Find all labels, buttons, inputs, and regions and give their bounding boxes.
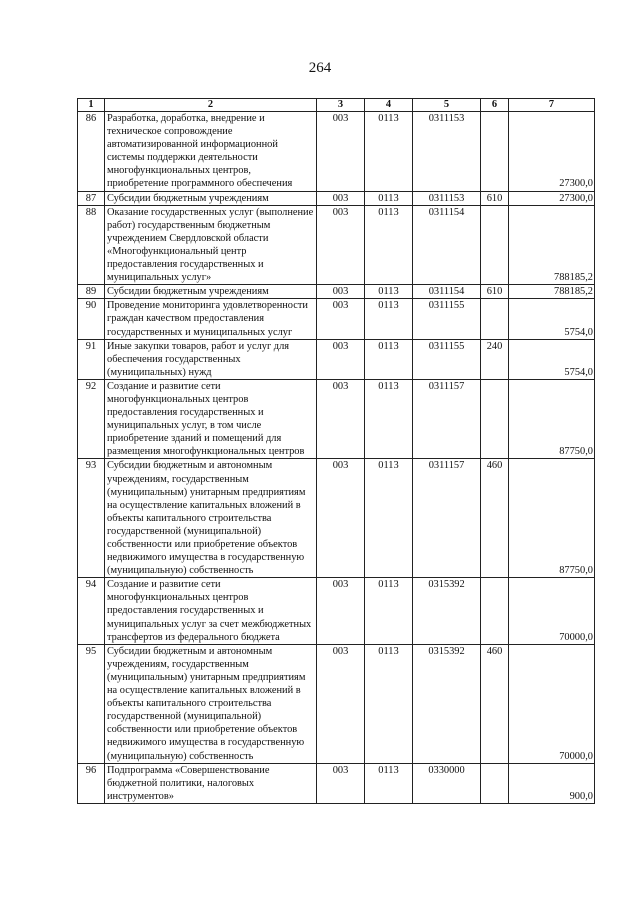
row-code-cell: 003 — [317, 205, 365, 285]
row-target-cell: 0330000 — [413, 763, 481, 803]
row-target-cell: 0311155 — [413, 339, 481, 379]
row-code-cell: 003 — [317, 379, 365, 459]
table-row — [78, 112, 595, 192]
row-target-cell: 0315392 — [413, 578, 481, 644]
row-code-cell: 003 — [317, 112, 365, 192]
header-cell: 2 — [105, 99, 317, 112]
row-code-cell: 003 — [317, 339, 365, 379]
row-number-cell: 91 — [78, 339, 105, 379]
row-amount-cell: 27300,0 — [509, 112, 595, 192]
row-name-cell: Субсидии бюджетным и автономным учреждениям, государственным (муниципальным) унитарным предприятиям на осуществление капитальных вложений в объекты капитального строительства государственной (муниципальной) собственности или приобретение объектов недвижимого имущества в государственную (муниципальную) собственность — [105, 644, 317, 763]
row-number-cell: 86 — [78, 112, 105, 192]
row-section-cell: 0113 — [365, 299, 413, 339]
header-cell: 3 — [317, 99, 365, 112]
row-number-cell: 87 — [78, 191, 105, 205]
row-amount-cell: 5754,0 — [509, 339, 595, 379]
row-section-cell: 0113 — [365, 379, 413, 459]
row-name-cell: Субсидии бюджетным учреждениям — [105, 285, 317, 299]
table-row — [78, 763, 595, 803]
row-target-cell: 0311154 — [413, 285, 481, 299]
header-cell: 6 — [481, 99, 509, 112]
header-cell: 4 — [365, 99, 413, 112]
row-code-cell: 003 — [317, 285, 365, 299]
budget-table — [77, 98, 595, 804]
row-target-cell: 0311153 — [413, 191, 481, 205]
row-number-cell: 93 — [78, 459, 105, 578]
row-code-cell: 003 — [317, 459, 365, 578]
row-type-cell — [481, 112, 509, 192]
table-row — [78, 205, 595, 285]
row-number-cell: 92 — [78, 379, 105, 459]
row-code-cell: 003 — [317, 299, 365, 339]
row-amount-cell: 70000,0 — [509, 578, 595, 644]
table-row — [78, 459, 595, 578]
row-code-cell: 003 — [317, 763, 365, 803]
row-amount-cell: 87750,0 — [509, 459, 595, 578]
row-section-cell: 0113 — [365, 339, 413, 379]
row-target-cell: 0311153 — [413, 112, 481, 192]
row-type-cell: 610 — [481, 191, 509, 205]
row-name-cell: Оказание государственных услуг (выполнение работ) государственным бюджетным учреждением Свердловской области «Многофункциональный центр предоставления государственных и муниципальных услуг» — [105, 205, 317, 285]
row-code-cell: 003 — [317, 191, 365, 205]
header-cell: 7 — [509, 99, 595, 112]
row-section-cell: 0113 — [365, 578, 413, 644]
row-name-cell: Подпрограмма «Совершенствование бюджетной политики, налоговых инструментов» — [105, 763, 317, 803]
row-name-cell: Создание и развитие сети многофункциональных центров предоставления государственных и муниципальных услуг, в том числе приобретение зданий и помещений для размещения многофункциональных центров — [105, 379, 317, 459]
row-amount-cell: 70000,0 — [509, 644, 595, 763]
row-amount-cell: 788185,2 — [509, 205, 595, 285]
row-type-cell: 610 — [481, 285, 509, 299]
table-row — [78, 379, 595, 459]
row-name-cell: Создание и развитие сети многофункциональных центров предоставления государственных и муниципальных услуг за счет межбюджетных трансфертов из федерального бюджета — [105, 578, 317, 644]
row-target-cell: 0311155 — [413, 299, 481, 339]
row-name-cell: Иные закупки товаров, работ и услуг для обеспечения государственных (муниципальных) нужд — [105, 339, 317, 379]
row-section-cell: 0113 — [365, 205, 413, 285]
table-row — [78, 285, 595, 299]
row-section-cell: 0113 — [365, 763, 413, 803]
row-type-cell: 460 — [481, 644, 509, 763]
header-cell: 5 — [413, 99, 481, 112]
row-name-cell: Субсидии бюджетным и автономным учреждениям, государственным (муниципальным) унитарным предприятиям на осуществление капитальных вложений в объекты капитального строительства государственной (муниципальной) собственности или приобретение объектов недвижимого имущества в государственную (муниципальную) собственность — [105, 459, 317, 578]
table-row — [78, 191, 595, 205]
row-number-cell: 89 — [78, 285, 105, 299]
row-section-cell: 0113 — [365, 644, 413, 763]
table-row — [78, 339, 595, 379]
row-amount-cell: 27300,0 — [509, 191, 595, 205]
row-code-cell: 003 — [317, 578, 365, 644]
row-type-cell — [481, 578, 509, 644]
row-type-cell — [481, 379, 509, 459]
row-number-cell: 94 — [78, 578, 105, 644]
page-number: 264 — [308, 60, 332, 76]
row-target-cell: 0311157 — [413, 459, 481, 578]
row-number-cell: 96 — [78, 763, 105, 803]
row-name-cell: Проведение мониторинга удовлетворенности граждан качеством предоставления государственных и муниципальных услуг — [105, 299, 317, 339]
row-type-cell: 460 — [481, 459, 509, 578]
table-row — [78, 299, 595, 339]
table-header-row — [78, 99, 595, 112]
row-target-cell: 0315392 — [413, 644, 481, 763]
row-amount-cell: 5754,0 — [509, 299, 595, 339]
row-amount-cell: 788185,2 — [509, 285, 595, 299]
row-number-cell: 95 — [78, 644, 105, 763]
row-section-cell: 0113 — [365, 459, 413, 578]
table-row — [78, 644, 595, 763]
row-amount-cell: 87750,0 — [509, 379, 595, 459]
row-section-cell: 0113 — [365, 112, 413, 192]
row-type-cell — [481, 299, 509, 339]
row-section-cell: 0113 — [365, 285, 413, 299]
row-code-cell: 003 — [317, 644, 365, 763]
table-body — [78, 112, 595, 804]
table-row — [78, 578, 595, 644]
row-type-cell — [481, 763, 509, 803]
row-name-cell: Субсидии бюджетным учреждениям — [105, 191, 317, 205]
row-number-cell: 90 — [78, 299, 105, 339]
row-number-cell: 88 — [78, 205, 105, 285]
row-target-cell: 0311154 — [413, 205, 481, 285]
row-section-cell: 0113 — [365, 191, 413, 205]
row-amount-cell: 900,0 — [509, 763, 595, 803]
row-type-cell — [481, 205, 509, 285]
row-type-cell: 240 — [481, 339, 509, 379]
row-name-cell: Разработка, доработка, внедрение и техническое сопровождение автоматизированной информационной системы поддержки деятельности многофункциональных центров, приобретение программного обеспечения — [105, 112, 317, 192]
header-cell: 1 — [78, 99, 105, 112]
row-target-cell: 0311157 — [413, 379, 481, 459]
